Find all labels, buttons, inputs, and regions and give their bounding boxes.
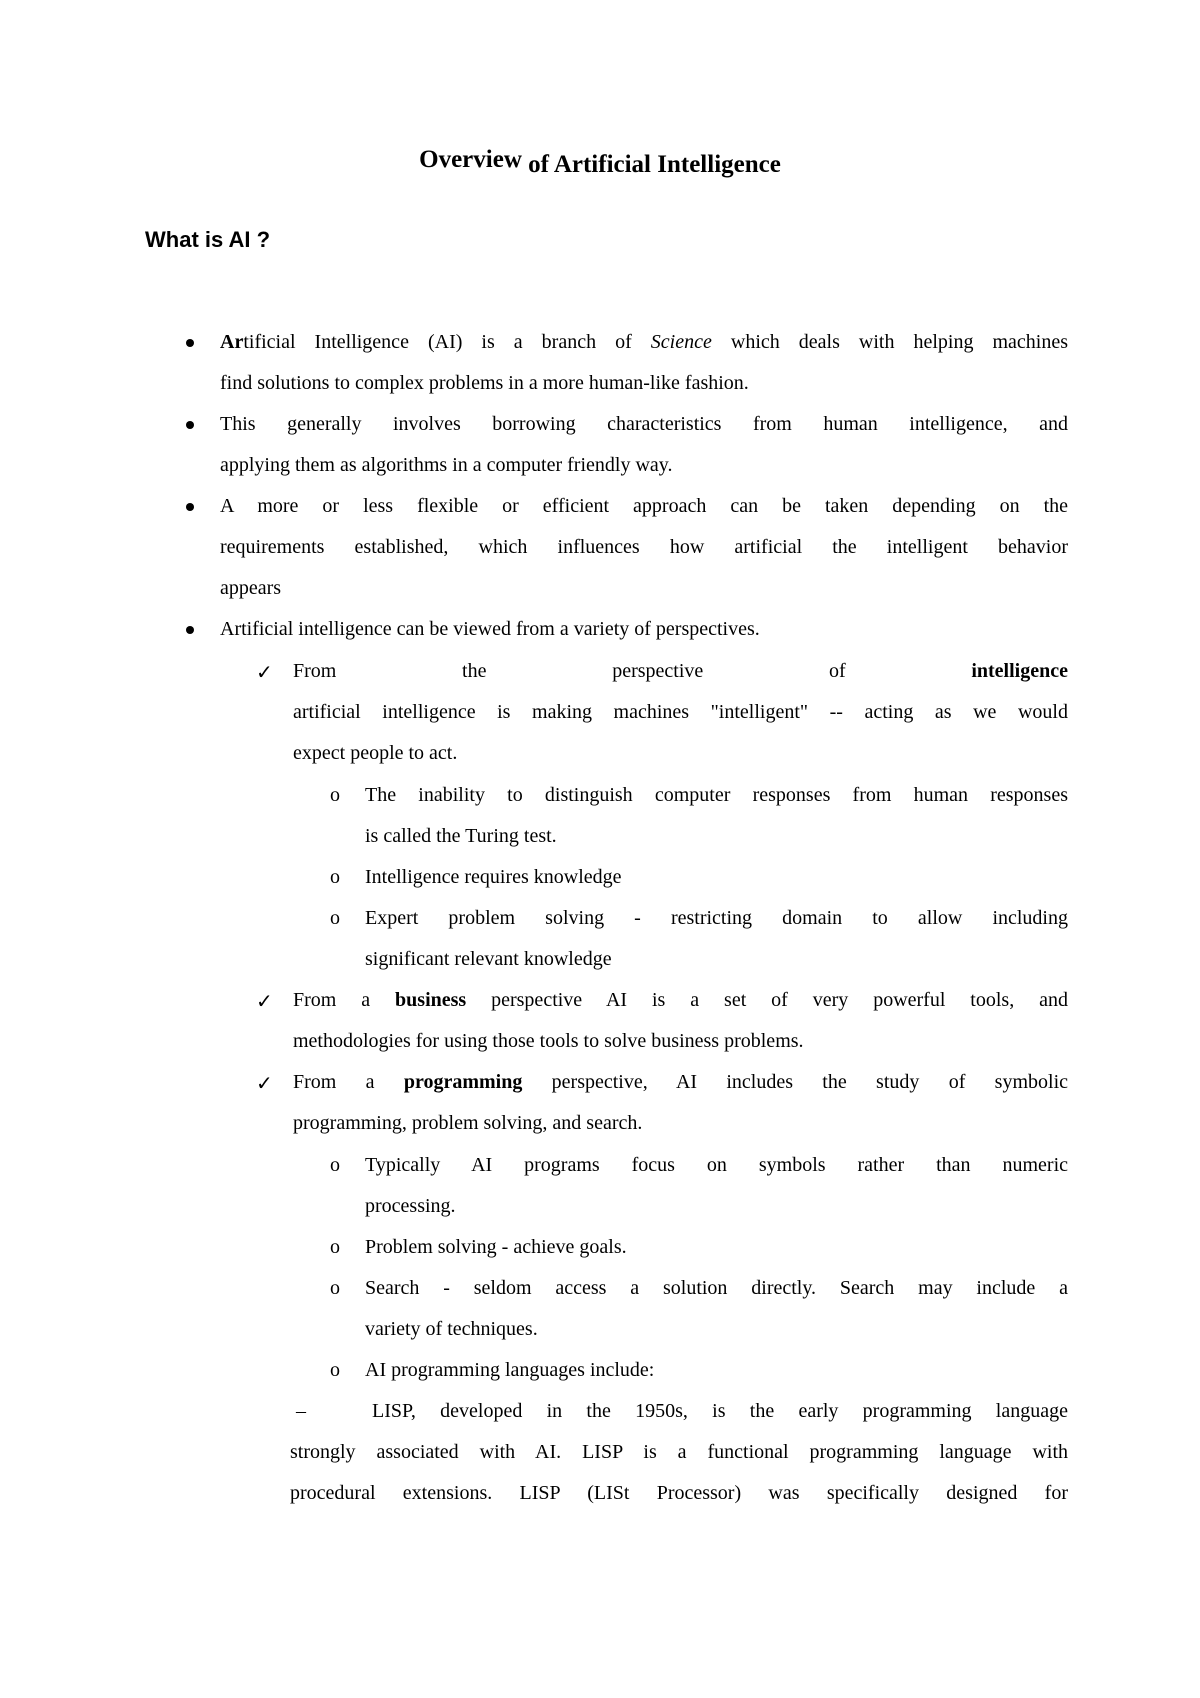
sub-1-3-line-1: Expert problem solving - restricting domain to allow including (365, 907, 1068, 929)
sub-bullet-marker: o (330, 1236, 340, 1258)
bullet-2-line-2: applying them as algorithms in a computer friendly way. (220, 454, 673, 476)
bullet-3-line-3: appears (220, 577, 282, 599)
bullet-4-line-1: Artificial intelligence can be viewed from a variety of perspectives. (220, 618, 760, 640)
sub-bullet-marker: o (330, 1359, 340, 1381)
sub-2-4-line-1: AI programming languages include: (365, 1359, 655, 1381)
bullet-icon (186, 421, 194, 429)
checkmark-icon: ✓ (256, 1071, 273, 1095)
sub-1-3-line-2: significant relevant knowledge (365, 948, 612, 970)
bullet-icon (186, 339, 194, 347)
title-word-overview: Overview (419, 146, 522, 173)
check-1-line-1: From the perspective of intelligence (293, 660, 1068, 682)
sub-1-2-line-1: Intelligence requires knowledge (365, 866, 622, 888)
check-2-line-2: methodologies for using those tools to solve business problems. (293, 1030, 804, 1052)
check-1-line-2: artificial intelligence is making machines "intelligent" -- acting as we would (293, 701, 1068, 723)
check-3-line-2: programming, problem solving, and search. (293, 1112, 643, 1134)
checkmark-icon: ✓ (256, 660, 273, 684)
lisp-line-3: procedural extensions. LISP (LISt Processor) was specifically designed for (290, 1482, 1068, 1504)
bullet-3-line-1: A more or less flexible or efficient approach can be taken depending on the (220, 495, 1068, 517)
section-heading: What is AI ? (145, 227, 271, 252)
sub-bullet-marker: o (330, 907, 340, 929)
bullet-icon (186, 626, 194, 634)
bullet-1-line-2: find solutions to complex problems in a more human-like fashion. (220, 372, 749, 394)
lisp-line-2: strongly associated with AI. LISP is a functional programming language with (290, 1441, 1068, 1463)
title-rest: of Artificial Intelligence (528, 151, 781, 178)
checkmark-icon: ✓ (256, 989, 273, 1013)
sub-bullet-marker: o (330, 866, 340, 888)
sub-1-1-line-1: The inability to distinguish computer responses from human responses (365, 784, 1068, 806)
sub-bullet-marker: o (330, 1277, 340, 1299)
document-title (0, 146, 1200, 180)
bullet-2-line-1: This generally involves borrowing characteristics from human intelligence, and (220, 413, 1068, 435)
sub-bullet-marker: o (330, 784, 340, 806)
sub-2-3-line-1: Search - seldom access a solution directly. Search may include a (365, 1277, 1068, 1299)
dash-marker: – (296, 1400, 306, 1422)
lisp-line-1: LISP, developed in the 1950s, is the early programming language (372, 1400, 1068, 1422)
sub-1-1-line-2: is called the Turing test. (365, 825, 557, 847)
bullet-icon (186, 503, 194, 511)
sub-2-1-line-2: processing. (365, 1195, 456, 1217)
sub-2-1-line-1: Typically AI programs focus on symbols rather than numeric (365, 1154, 1068, 1176)
check-2-line-1: From a business perspective AI is a set of very powerful tools, and (293, 989, 1068, 1011)
check-3-line-1: From a programming perspective, AI includes the study of symbolic (293, 1071, 1069, 1093)
sub-bullet-marker: o (330, 1154, 340, 1176)
bullet-1-line-1: Artificial Intelligence (AI) is a branch of Science which deals with helping machines (220, 331, 1069, 353)
check-1-line-3: expect people to act. (293, 742, 458, 764)
sub-2-3-line-2: variety of techniques. (365, 1318, 538, 1340)
bullet-3-line-2: requirements established, which influences how artificial the intelligent behavior (220, 536, 1068, 558)
sub-2-2-line-1: Problem solving - achieve goals. (365, 1236, 627, 1258)
